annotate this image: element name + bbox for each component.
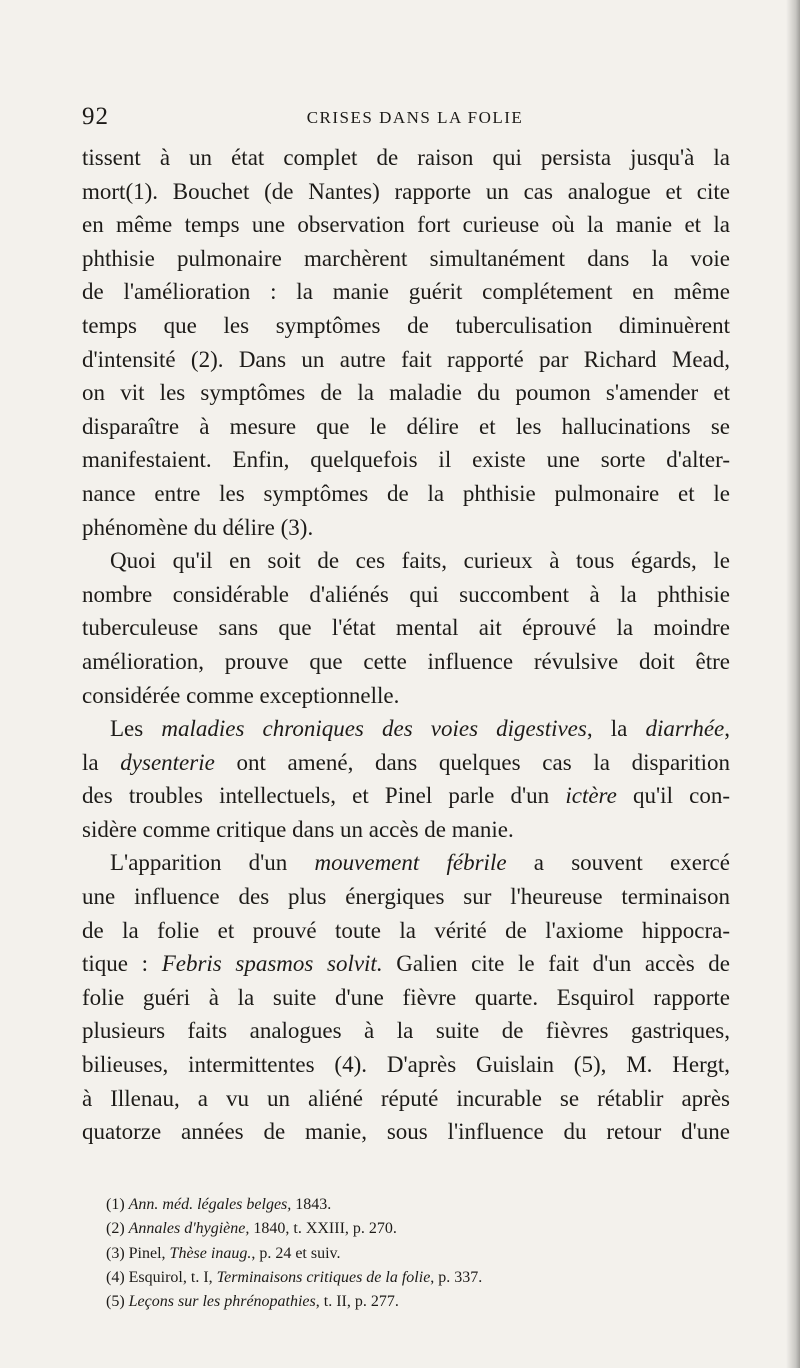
footnotes bbox=[106, 1193, 736, 1314]
italic-text: Febris spasmos solvit. bbox=[161, 951, 383, 977]
text-segment: mort(1). Bouchet (de Nantes) rapporte un cas analogue et cite bbox=[82, 178, 730, 204]
text-segment: (5) bbox=[106, 1293, 129, 1311]
text-line bbox=[82, 779, 730, 813]
text-segment: ont amené, dans quelques cas la disparition bbox=[214, 749, 730, 775]
italic-text: Thèse inaug. bbox=[169, 1244, 252, 1262]
text-segment: amélioration, prouve que cette influence révulsive doit être bbox=[82, 648, 730, 674]
text-segment: (3) Pinel, bbox=[106, 1244, 170, 1262]
text-segment: qu'il con- bbox=[616, 783, 730, 809]
text-line bbox=[82, 981, 730, 1015]
text-segment: la bbox=[82, 749, 121, 775]
text-segment: de la folie et prouvé toute la vérité de l'axiome hippocra- bbox=[82, 917, 730, 943]
text-line bbox=[82, 208, 730, 242]
italic-text: ictère bbox=[565, 783, 617, 809]
text-segment: on vit les symptômes de la maladie du poumon s'amender et bbox=[82, 380, 730, 406]
footnote bbox=[106, 1290, 736, 1314]
text-line bbox=[82, 309, 730, 343]
page-number: 92 bbox=[82, 103, 109, 130]
text-line bbox=[82, 343, 730, 377]
text-segment: a souvent exercé bbox=[506, 850, 730, 876]
text-line bbox=[82, 1082, 730, 1116]
text-segment: nombre considérable d'aliénés qui succombent à la phthisie bbox=[82, 581, 730, 607]
text-line bbox=[82, 746, 730, 780]
text-line bbox=[82, 242, 730, 276]
text-segment: à Illenau, a vu un aliéné réputé incurable se rétablir après bbox=[82, 1085, 730, 1111]
text-line bbox=[82, 645, 730, 679]
footnote bbox=[106, 1242, 736, 1266]
text-segment: des troubles intellectuels, et Pinel parle d'un bbox=[82, 783, 566, 809]
footnote bbox=[106, 1193, 736, 1217]
italic-text: Terminaisons critiques de la folie bbox=[216, 1268, 431, 1286]
text-line bbox=[82, 880, 730, 914]
text-line bbox=[82, 1014, 730, 1048]
text-segment: une influence des plus énergiques sur l'heureuse terminaison bbox=[82, 884, 730, 910]
text-line bbox=[82, 1115, 730, 1149]
text-line bbox=[82, 712, 730, 746]
text-line bbox=[82, 376, 730, 410]
text-segment: tissent à un état complet de raison qui persista jusqu'à la bbox=[82, 145, 730, 170]
text-segment: 1840, t. XXIII, p. 270. bbox=[249, 1220, 397, 1238]
text-line bbox=[82, 611, 730, 645]
text-line bbox=[82, 141, 730, 175]
text-line bbox=[82, 813, 730, 847]
text-line bbox=[82, 511, 730, 545]
text-segment: d'intensité (2). Dans un autre fait rapporté par Richard Mead, bbox=[82, 346, 730, 372]
text-segment: phénomène du délire (3). bbox=[82, 514, 314, 540]
text-line bbox=[82, 947, 730, 981]
text-segment: folie guéri à la suite d'une fièvre quarte. Esquirol rapporte bbox=[82, 984, 730, 1010]
text-line bbox=[82, 275, 730, 309]
text-segment: manifestaient. Enfin, quelquefois il existe une sorte d'alter- bbox=[82, 447, 730, 473]
text-segment: temps que les symptômes de tuberculisation diminuèrent bbox=[82, 312, 730, 338]
italic-text: diarrhée bbox=[645, 716, 725, 742]
italic-text: Annales d'hygiène, bbox=[128, 1220, 250, 1238]
text-line bbox=[82, 679, 730, 713]
text-segment: (2) bbox=[106, 1220, 129, 1238]
italic-text: Leçons sur les phrénopathies bbox=[128, 1293, 316, 1311]
footnote bbox=[106, 1266, 736, 1290]
text-segment: 1843. bbox=[291, 1196, 332, 1213]
text-segment: , bbox=[724, 716, 730, 742]
text-segment: de l'amélioration : la manie guérit complétement en même bbox=[82, 279, 730, 305]
page-header bbox=[82, 103, 728, 133]
text-line bbox=[82, 578, 730, 612]
text-segment: , la bbox=[586, 716, 646, 742]
text-segment: considérée comme exceptionnelle. bbox=[82, 682, 400, 708]
italic-text: Ann. méd. légales belges, bbox=[128, 1196, 292, 1213]
text-segment: en même temps une observation fort curieuse où la manie et la bbox=[82, 212, 730, 238]
text-segment: Quoi qu'il en soit de ces faits, curieux à tous égards, le bbox=[110, 548, 730, 574]
italic-text: maladies chroniques des voies digestives bbox=[161, 716, 587, 742]
text-line bbox=[82, 443, 730, 477]
text-segment: , p. 24 et suiv. bbox=[251, 1244, 341, 1262]
text-line bbox=[82, 846, 730, 880]
text-line bbox=[82, 1048, 730, 1082]
text-segment: bilieuses, intermittentes (4). D'après Guislain (5), M. Hergt, bbox=[82, 1052, 730, 1078]
text-segment: plusieurs faits analogues à la suite de fièvres gastriques, bbox=[82, 1018, 730, 1044]
text-segment: disparaître à mesure que le délire et les hallucinations se bbox=[82, 413, 730, 439]
text-line bbox=[82, 410, 730, 444]
text-segment: nance entre les symptômes de la phthisie pulmonaire et le bbox=[82, 480, 730, 506]
text-segment: , t. II, p. 277. bbox=[315, 1293, 399, 1311]
page-edge-shadow bbox=[786, 0, 800, 1368]
text-segment: Galien cite le fait d'un accès de bbox=[382, 951, 730, 977]
text-line bbox=[82, 914, 730, 948]
text-line bbox=[82, 544, 730, 578]
text-segment: sidère comme critique dans un accès de manie. bbox=[82, 816, 514, 842]
text-segment: tuberculeuse sans que l'état mental ait éprouvé la moindre bbox=[82, 615, 730, 641]
text-segment: phthisie pulmonaire marchèrent simultanément dans la voie bbox=[82, 245, 730, 271]
text-segment: L'apparition d'un bbox=[110, 850, 315, 876]
italic-text: dysenterie bbox=[120, 749, 215, 775]
italic-text: mouvement fébrile bbox=[314, 850, 507, 876]
running-title: CRISES DANS LA FOLIE bbox=[306, 108, 524, 127]
text-segment: , p. 337. bbox=[430, 1268, 483, 1286]
text-line bbox=[82, 175, 730, 209]
text-segment: (4) Esquirol, t. I, bbox=[106, 1268, 217, 1286]
text-line bbox=[82, 477, 730, 511]
text-segment: (1) bbox=[106, 1196, 129, 1213]
footnote bbox=[106, 1217, 736, 1241]
text-segment: Les bbox=[110, 716, 162, 742]
text-segment: quatorze années de manie, sous l'influence du retour d'une bbox=[82, 1119, 730, 1145]
text-segment: tique : bbox=[82, 951, 162, 977]
body-text bbox=[82, 141, 730, 1149]
